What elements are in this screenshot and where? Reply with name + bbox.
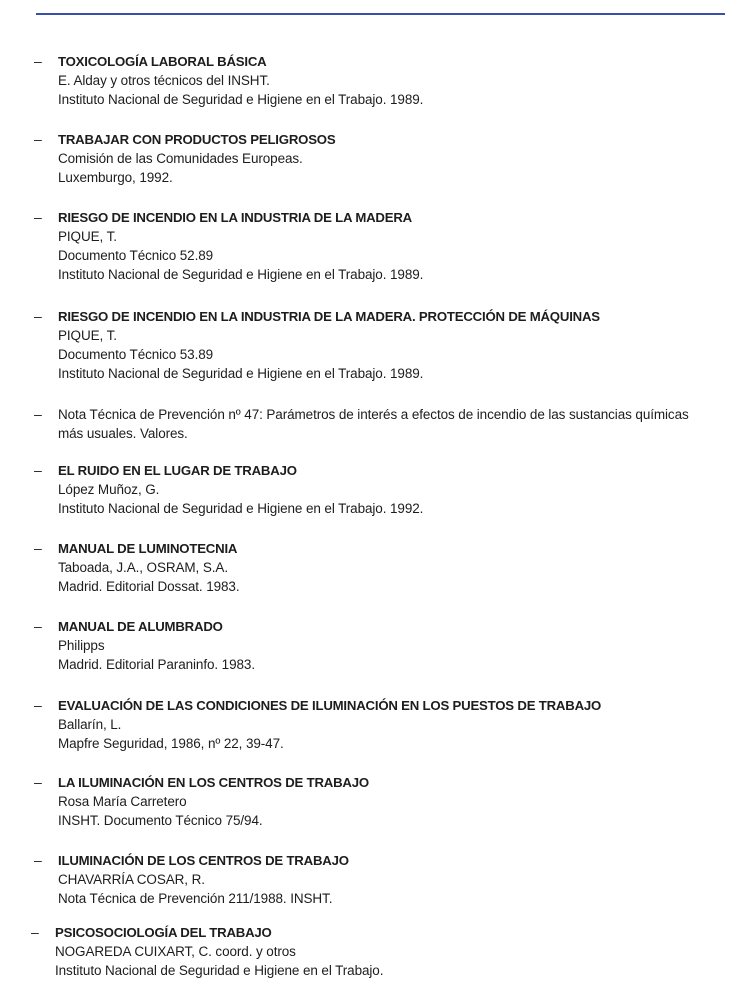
top-rule [36, 13, 725, 15]
reference-detail-line: Philipps [58, 638, 105, 653]
bullet-dash: – [34, 540, 42, 556]
reference-detail-line: Documento Técnico 53.89 [58, 347, 214, 362]
reference-detail-line: Instituto Nacional de Seguridad e Higiene en el Trabajo. 1989. [58, 92, 424, 107]
reference-title: RIESGO DE INCENDIO EN LA INDUSTRIA DE LA MADERA. PROTECCIÓN DE MÁQUINAS [58, 309, 600, 324]
reference-lines [58, 773, 728, 830]
reference-detail-line: Nota Técnica de Prevención nº 47: Parámetros de interés a efectos de incendio de las sustancias químicas [58, 407, 689, 422]
bullet-dash: – [34, 209, 42, 225]
reference-lines [58, 52, 728, 109]
reference-detail-line: CHAVARRÍA COSAR, R. [58, 872, 205, 887]
reference-title: MANUAL DE ALUMBRADO [58, 619, 223, 634]
reference-lines [58, 539, 728, 596]
bullet-dash: – [34, 131, 42, 147]
reference-detail-line: Comisión de las Comunidades Europeas. [58, 151, 303, 166]
bullet-dash: – [31, 924, 39, 940]
reference-detail-line: E. Alday y otros técnicos del INSHT. [58, 73, 270, 88]
reference-detail-line: Instituto Nacional de Seguridad e Higiene en el Trabajo. 1989. [58, 366, 424, 381]
reference-lines [55, 923, 725, 980]
reference-title: ILUMINACIÓN DE LOS CENTROS DE TRABAJO [58, 853, 349, 868]
reference-title: LA ILUMINACIÓN EN LOS CENTROS DE TRABAJO [58, 775, 369, 790]
reference-title: MANUAL DE LUMINOTECNIA [58, 541, 238, 556]
reference-lines [58, 130, 728, 187]
reference-detail-line: Ballarín, L. [58, 717, 122, 732]
reference-detail-line: Nota Técnica de Prevención 211/1988. INSHT. [58, 891, 333, 906]
reference-title: EL RUIDO EN EL LUGAR DE TRABAJO [58, 463, 297, 478]
reference-detail-line: INSHT. Documento Técnico 75/94. [58, 813, 263, 828]
reference-lines [58, 405, 728, 443]
reference-detail-line: Instituto Nacional de Seguridad e Higiene en el Trabajo. 1989. [58, 267, 424, 282]
reference-lines [58, 208, 728, 284]
reference-lines [58, 617, 728, 674]
reference-lines [58, 307, 728, 383]
reference-detail-line: PIQUE, T. [58, 229, 117, 244]
reference-detail-line: López Muñoz, G. [58, 482, 160, 497]
reference-title: TRABAJAR CON PRODUCTOS PELIGROSOS [58, 132, 336, 147]
reference-title: PSICOSOCIOLOGÍA DEL TRABAJO [55, 925, 272, 940]
reference-title: TOXICOLOGÍA LABORAL BÁSICA [58, 54, 267, 69]
bullet-dash: – [34, 462, 42, 478]
reference-detail-line: Madrid. Editorial Dossat. 1983. [58, 579, 240, 594]
bullet-dash: – [34, 53, 42, 69]
reference-detail-line: PIQUE, T. [58, 328, 117, 343]
bullet-dash: – [34, 852, 42, 868]
reference-detail-line: Mapfre Seguridad, 1986, nº 22, 39-47. [58, 736, 284, 751]
bullet-dash: – [34, 774, 42, 790]
reference-title: EVALUACIÓN DE LAS CONDICIONES DE ILUMINACIÓN EN LOS PUESTOS DE TRABAJO [58, 698, 602, 713]
reference-detail-line: Rosa María Carretero [58, 794, 187, 809]
reference-detail-line: Instituto Nacional de Seguridad e Higiene en el Trabajo. 1992. [58, 501, 424, 516]
reference-lines [58, 851, 728, 908]
bullet-dash: – [34, 618, 42, 634]
reference-detail-line: NOGAREDA CUIXART, C. coord. y otros [55, 944, 296, 959]
bullet-dash: – [34, 406, 42, 422]
reference-detail-line: Instituto Nacional de Seguridad e Higiene en el Trabajo. [55, 963, 384, 978]
reference-detail-line: Documento Técnico 52.89 [58, 248, 214, 263]
bullet-dash: – [34, 308, 42, 324]
reference-detail-line: Taboada, J.A., OSRAM, S.A. [58, 560, 228, 575]
bullet-dash: – [34, 697, 42, 713]
reference-detail-line: Madrid. Editorial Paraninfo. 1983. [58, 657, 255, 672]
reference-lines [58, 461, 728, 518]
reference-lines [58, 696, 728, 753]
reference-title: RIESGO DE INCENDIO EN LA INDUSTRIA DE LA MADERA [58, 210, 413, 225]
reference-detail-line: más usuales. Valores. [58, 426, 188, 441]
reference-detail-line: Luxemburgo, 1992. [58, 170, 173, 185]
